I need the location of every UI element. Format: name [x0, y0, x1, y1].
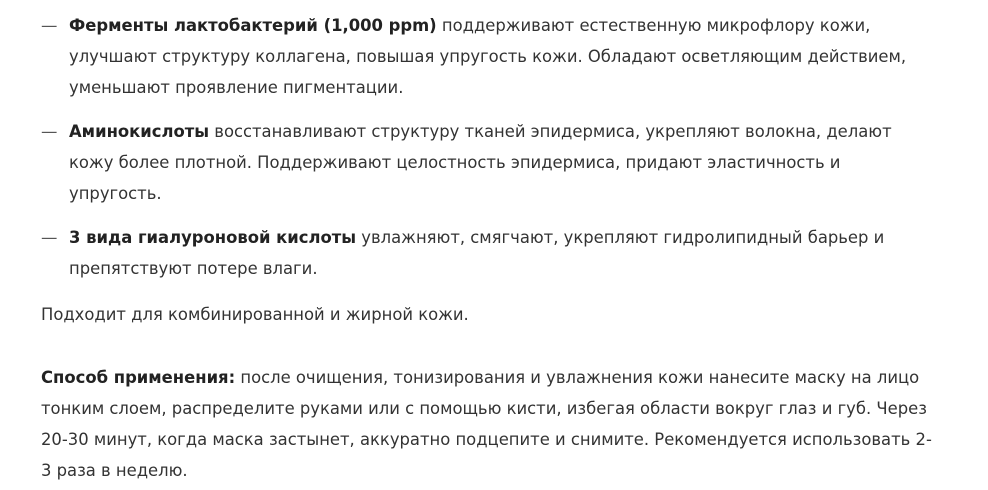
- list-dash: —: [41, 228, 58, 247]
- ingredient-item: [0, 222, 988, 284]
- usage-text: после очищения, тонизирования и увлажнения кожи нанесите маску на лицо тонким слоем, распределите руками или с помощью кисти, избегая области вокруг глаз и губ. Через 20-30 минут, когда маска застынет, аккуратно подцепите и снимите. Рекомендуется использовать 2-3 раза в неделю.: [41, 368, 932, 480]
- ingredient-description: восстанавливают структуру тканей эпидермиса, укрепляют волокна, делают кожу более плотной. Поддерживают целостность эпидермиса, придают эластичность и упругость.: [69, 122, 892, 203]
- ingredient-item: [0, 116, 988, 209]
- usage-label: Способ применения:: [41, 368, 236, 387]
- skin-type-paragraph: Подходит для комбинированной и жирной кожи.: [41, 305, 469, 324]
- ingredient-description: увлажняют, смягчают, укрепляют гидролипидный барьер и препятствуют потере влаги.: [69, 228, 885, 278]
- ingredient-name: Аминокислоты: [69, 122, 210, 141]
- usage-paragraph: [41, 362, 941, 486]
- list-dash: —: [41, 16, 58, 35]
- ingredient-list: [0, 10, 988, 297]
- ingredient-name: 3 вида гиалуроновой кислоты: [69, 228, 357, 247]
- list-dash: —: [41, 122, 58, 141]
- ingredient-item: [0, 10, 988, 103]
- ingredient-description: поддерживают естественную микрофлору кожи, улучшают структуру коллагена, повышая упругость кожи. Обладают осветляющим действием, уменьшают проявление пигментации.: [69, 16, 907, 97]
- ingredient-name: Ферменты лактобактерий (1,000 ppm): [69, 16, 437, 35]
